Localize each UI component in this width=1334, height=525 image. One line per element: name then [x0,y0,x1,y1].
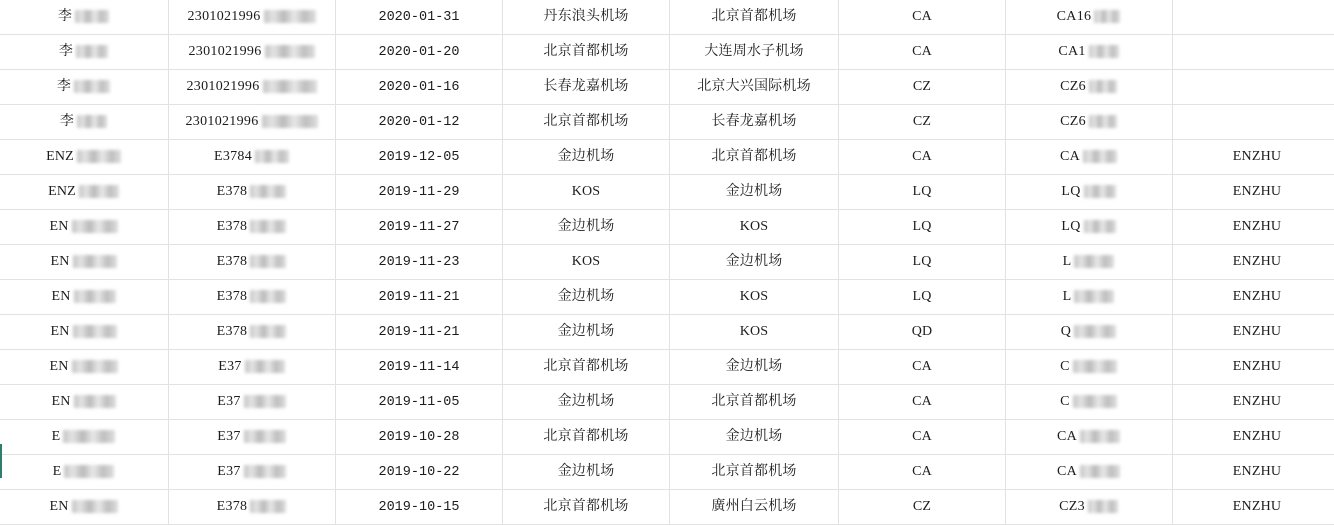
cell-date [336,350,503,385]
cell-date [336,70,503,105]
cell-date-text: 2019-10-28 [378,431,459,445]
cell-destination-airport [670,35,839,70]
cell-agent-code [1173,280,1334,315]
redacted-text-block [64,465,114,478]
redacted-text-block [77,150,121,163]
cell-name [0,315,169,350]
redacted-text-block [250,185,286,198]
cell-origin-airport [503,385,670,420]
cell-flight-number-text: CA1 [1058,45,1085,59]
cell-id-number [169,385,336,420]
cell-name-text: EN [49,220,68,234]
cell-destination-airport-text: 北京首都机场 [711,150,796,164]
table-row[interactable] [0,140,1334,175]
cell-destination-airport [670,210,839,245]
redacted-text-block [72,360,118,373]
table-row[interactable] [0,350,1334,385]
cell-id-number [169,280,336,315]
row-selection-marker [0,444,2,478]
cell-id-number-text: E378 [217,500,248,514]
redacted-text-block [264,10,316,23]
redacted-text-block [1074,290,1114,303]
redacted-text-block [74,80,110,93]
redacted-text-block [255,150,289,163]
cell-agent-code [1173,175,1334,210]
cell-name [0,70,169,105]
redacted-text-block [250,325,286,338]
cell-agent-code [1173,105,1334,140]
cell-carrier-code-text: CZ [913,500,931,514]
table-row[interactable] [0,175,1334,210]
table-row[interactable] [0,455,1334,490]
cell-origin-airport [503,455,670,490]
cell-date-text: 2019-11-29 [378,186,459,200]
cell-agent-code [1173,350,1334,385]
cell-origin-airport [503,420,670,455]
cell-id-number-text: 2301021996 [186,115,259,129]
cell-name-text: 李 [58,10,72,24]
cell-carrier-code [839,0,1006,35]
cell-flight-number-text: CA [1060,150,1080,164]
cell-agent-code [1173,35,1334,70]
cell-agent-code [1173,0,1334,35]
redacted-text-block [1084,220,1116,233]
cell-date-text: 2020-01-31 [378,11,459,25]
cell-origin-airport [503,0,670,35]
redacted-text-block [73,325,117,338]
cell-name [0,35,169,70]
cell-date-text: 2019-11-21 [378,326,459,340]
cell-origin-airport-text: 北京首都机场 [543,430,628,444]
cell-origin-airport [503,280,670,315]
cell-destination-airport-text: 北京首都机场 [711,10,796,24]
cell-name [0,175,169,210]
table-row[interactable] [0,210,1334,245]
cell-destination-airport-text: KOS [740,290,769,304]
cell-flight-number [1006,350,1173,385]
redacted-text-block [1088,500,1118,513]
cell-carrier-code [839,70,1006,105]
cell-carrier-code [839,105,1006,140]
cell-date [336,490,503,525]
cell-carrier-code [839,455,1006,490]
cell-carrier-code [839,350,1006,385]
cell-flight-number-text: LQ [1061,220,1080,234]
cell-name-text: EN [51,395,70,409]
cell-name-text: 李 [60,115,74,129]
cell-destination-airport-text: 北京首都机场 [711,465,796,479]
table-row[interactable] [0,35,1334,70]
cell-date [336,0,503,35]
cell-name-text: EN [49,360,68,374]
redacted-text-block [63,430,115,443]
cell-agent-code-text: ENZHU [1233,430,1281,444]
cell-origin-airport [503,210,670,245]
cell-date-text: 2019-11-05 [378,396,459,410]
cell-name [0,455,169,490]
cell-id-number [169,140,336,175]
cell-carrier-code-text: QD [912,325,933,339]
cell-flight-number-text: C [1060,395,1070,409]
cell-name-text: EN [49,500,68,514]
redacted-text-block [265,45,315,58]
cell-name-text: 李 [59,45,73,59]
cell-flight-number [1006,175,1173,210]
redacted-text-block [244,465,286,478]
cell-origin-airport [503,70,670,105]
redacted-text-block [1089,80,1117,93]
cell-flight-number [1006,490,1173,525]
cell-flight-number [1006,245,1173,280]
cell-carrier-code-text: CA [912,395,932,409]
cell-id-number-text: 2301021996 [187,80,260,94]
cell-carrier-code [839,490,1006,525]
cell-destination-airport-text: KOS [740,220,769,234]
cell-destination-airport [670,0,839,35]
cell-flight-number [1006,140,1173,175]
cell-flight-number-text: C [1060,360,1070,374]
cell-id-number [169,175,336,210]
cell-carrier-code-text: LQ [912,255,931,269]
cell-date-text: 2019-10-22 [378,466,459,480]
cell-destination-airport [670,315,839,350]
cell-agent-code [1173,420,1334,455]
redacted-text-block [1089,115,1117,128]
cell-id-number [169,70,336,105]
cell-agent-code [1173,140,1334,175]
cell-name [0,0,169,35]
cell-origin-airport [503,315,670,350]
cell-carrier-code-text: LQ [912,220,931,234]
cell-flight-number-text: CA16 [1057,10,1092,24]
cell-agent-code [1173,385,1334,420]
redacted-text-block [72,220,118,233]
cell-agent-code-text: ENZHU [1233,360,1281,374]
cell-agent-code-text: ENZHU [1233,325,1281,339]
redacted-text-block [1083,150,1117,163]
cell-id-number-text: E37 [217,430,240,444]
cell-origin-airport [503,490,670,525]
redacted-text-block [263,80,317,93]
cell-carrier-code-text: LQ [912,185,931,199]
redacted-text-block [1080,465,1120,478]
cell-agent-code [1173,315,1334,350]
redacted-text-block [1074,325,1116,338]
cell-date [336,105,503,140]
cell-carrier-code [839,175,1006,210]
redacted-text-block [1080,430,1120,443]
cell-date-text: 2019-12-05 [378,151,459,165]
redacted-text-block [1094,10,1120,23]
cell-flight-number [1006,420,1173,455]
redacted-text-block [250,290,286,303]
cell-id-number-text: E378 [217,220,248,234]
cell-agent-code-text: ENZHU [1233,255,1281,269]
cell-flight-number [1006,70,1173,105]
cell-origin-airport-text: 北京首都机场 [543,45,628,59]
cell-id-number-text: 2301021996 [189,45,262,59]
redacted-text-block [1073,395,1117,408]
cell-id-number [169,455,336,490]
cell-agent-code [1173,455,1334,490]
cell-agent-code-text: ENZHU [1233,290,1281,304]
cell-date-text: 2020-01-12 [378,116,459,130]
cell-carrier-code-text: LQ [912,290,931,304]
cell-origin-airport-text: 金边机场 [558,465,615,479]
cell-agent-code-text: ENZHU [1233,500,1281,514]
cell-agent-code-text: ENZHU [1233,220,1281,234]
cell-id-number-text: E37 [217,465,240,479]
cell-destination-airport [670,350,839,385]
cell-destination-airport [670,140,839,175]
cell-date-text: 2020-01-16 [378,81,459,95]
cell-id-number [169,35,336,70]
cell-name [0,280,169,315]
cell-destination-airport [670,490,839,525]
redacted-text-block [72,500,118,513]
cell-date [336,175,503,210]
cell-flight-number [1006,385,1173,420]
cell-agent-code-text: ENZHU [1233,185,1281,199]
cell-origin-airport-text: 北京首都机场 [543,360,628,374]
cell-date [336,245,503,280]
cell-name [0,420,169,455]
cell-origin-airport [503,245,670,280]
cell-date [336,280,503,315]
cell-destination-airport-text: 金边机场 [726,360,783,374]
cell-destination-airport [670,385,839,420]
cell-date-text: 2019-11-23 [378,256,459,270]
cell-destination-airport [670,245,839,280]
cell-origin-airport [503,350,670,385]
cell-destination-airport [670,105,839,140]
cell-date [336,35,503,70]
cell-origin-airport-text: 金边机场 [558,290,615,304]
cell-origin-airport [503,140,670,175]
cell-date-text: 2019-11-14 [378,361,459,375]
cell-destination-airport-text: 金边机场 [726,185,783,199]
redacted-text-block [1074,255,1114,268]
cell-flight-number [1006,210,1173,245]
cell-flight-number-text: CA [1057,465,1077,479]
cell-id-number-text: E3784 [214,150,252,164]
redacted-text-block [250,500,286,513]
cell-flight-number [1006,315,1173,350]
cell-agent-code [1173,245,1334,280]
redacted-text-block [73,255,117,268]
cell-name-text: EN [50,255,69,269]
table-row[interactable] [0,280,1334,315]
cell-destination-airport-text: 大连周水子机场 [704,45,803,59]
cell-destination-airport-text: 金边机场 [726,430,783,444]
redacted-text-block [262,115,318,128]
cell-name-text: ENZ [48,185,76,199]
cell-id-number [169,420,336,455]
cell-flight-number-text: CZ6 [1060,115,1086,129]
cell-origin-airport [503,35,670,70]
cell-carrier-code [839,210,1006,245]
cell-agent-code [1173,70,1334,105]
cell-destination-airport [670,280,839,315]
redacted-text-block [245,360,285,373]
cell-carrier-code-text: CA [912,360,932,374]
table-row[interactable] [0,105,1334,140]
redacted-text-block [77,115,107,128]
redacted-text-block [74,290,116,303]
cell-name [0,490,169,525]
cell-destination-airport-text: 北京大兴国际机场 [697,80,811,94]
cell-destination-airport [670,175,839,210]
cell-date-text: 2020-01-20 [378,46,459,60]
cell-carrier-code-text: CZ [913,115,931,129]
cell-name-text: EN [50,325,69,339]
cell-id-number-text: 2301021996 [188,10,261,24]
cell-id-number-text: E378 [217,255,248,269]
cell-flight-number [1006,0,1173,35]
redacted-text-block [1073,360,1117,373]
cell-flight-number-text: CZ6 [1060,80,1086,94]
cell-date [336,385,503,420]
cell-carrier-code-text: CA [912,45,932,59]
cell-destination-airport [670,420,839,455]
cell-name [0,385,169,420]
redacted-text-block [244,430,286,443]
cell-date-text: 2019-10-15 [378,501,459,515]
cell-carrier-code-text: CA [912,465,932,479]
cell-flight-number-text: L [1063,255,1072,269]
cell-origin-airport [503,105,670,140]
cell-flight-number [1006,455,1173,490]
table-row[interactable] [0,420,1334,455]
cell-agent-code [1173,490,1334,525]
cell-origin-airport [503,175,670,210]
cell-origin-airport-text: 丹东浪头机场 [543,10,628,24]
cell-carrier-code [839,315,1006,350]
cell-destination-airport-text: 金边机场 [726,255,783,269]
cell-date [336,140,503,175]
cell-destination-airport [670,70,839,105]
redacted-text-block [75,10,109,23]
cell-agent-code [1173,210,1334,245]
redacted-text-block [244,395,286,408]
cell-destination-airport-text: 长春龙嘉机场 [711,115,796,129]
redacted-text-block [250,255,286,268]
cell-carrier-code-text: CA [912,10,932,24]
cell-destination-airport [670,455,839,490]
cell-id-number [169,210,336,245]
redacted-text-block [250,220,286,233]
cell-carrier-code [839,385,1006,420]
cell-id-number-text: E37 [218,360,241,374]
cell-id-number [169,105,336,140]
redacted-text-block [76,45,108,58]
cell-carrier-code [839,245,1006,280]
cell-origin-airport-text: KOS [572,185,601,199]
cell-flight-number [1006,35,1173,70]
cell-id-number-text: E378 [217,325,248,339]
cell-name [0,210,169,245]
table-row[interactable] [0,245,1334,280]
cell-carrier-code-text: CZ [913,80,931,94]
redacted-text-block [79,185,119,198]
cell-date [336,210,503,245]
cell-origin-airport-text: 金边机场 [558,325,615,339]
cell-flight-number-text: CA [1057,430,1077,444]
table-row[interactable] [0,490,1334,525]
cell-name [0,105,169,140]
cell-flight-number-text: Q [1061,325,1071,339]
redacted-text-block [1084,185,1116,198]
cell-date [336,455,503,490]
cell-date [336,315,503,350]
cell-id-number [169,0,336,35]
cell-date [336,420,503,455]
cell-name-text: EN [51,290,70,304]
cell-destination-airport-text: 北京首都机场 [711,395,796,409]
cell-flight-number-text: L [1063,290,1072,304]
cell-flight-number-text: LQ [1061,185,1080,199]
cell-origin-airport-text: 金边机场 [558,150,615,164]
cell-destination-airport-text: KOS [740,325,769,339]
cell-name-text: E [53,465,62,479]
table-row[interactable] [0,0,1334,35]
cell-carrier-code [839,280,1006,315]
cell-id-number [169,315,336,350]
cell-carrier-code-text: CA [912,430,932,444]
cell-flight-number [1006,105,1173,140]
cell-carrier-code [839,140,1006,175]
cell-agent-code-text: ENZHU [1233,465,1281,479]
cell-id-number-text: E37 [217,395,240,409]
cell-carrier-code [839,420,1006,455]
cell-carrier-code-text: CA [912,150,932,164]
redacted-text-block [1089,45,1119,58]
cell-origin-airport-text: 长春龙嘉机场 [543,80,628,94]
cell-carrier-code [839,35,1006,70]
cell-date-text: 2019-11-27 [378,221,459,235]
cell-origin-airport-text: 金边机场 [558,220,615,234]
cell-origin-airport-text: 北京首都机场 [543,115,628,129]
cell-id-number [169,245,336,280]
cell-name-text: ENZ [46,150,74,164]
redacted-text-block [74,395,116,408]
cell-origin-airport-text: KOS [572,255,601,269]
cell-date-text: 2019-11-21 [378,291,459,305]
cell-id-number-text: E378 [217,185,248,199]
cell-origin-airport-text: 北京首都机场 [543,500,628,514]
cell-id-number [169,350,336,385]
table-row[interactable] [0,385,1334,420]
cell-origin-airport-text: 金边机场 [558,395,615,409]
cell-name [0,245,169,280]
cell-name [0,350,169,385]
cell-name-text: 李 [57,80,71,94]
table-row[interactable] [0,70,1334,105]
cell-agent-code-text: ENZHU [1233,395,1281,409]
table-row[interactable] [0,315,1334,350]
cell-id-number [169,490,336,525]
cell-flight-number-text: CZ3 [1059,500,1085,514]
cell-flight-number [1006,280,1173,315]
cell-name-text: E [52,430,61,444]
cell-id-number-text: E378 [217,290,248,304]
cell-destination-airport-text: 廣州白云机场 [711,500,796,514]
cell-name [0,140,169,175]
cell-agent-code-text: ENZHU [1233,150,1281,164]
